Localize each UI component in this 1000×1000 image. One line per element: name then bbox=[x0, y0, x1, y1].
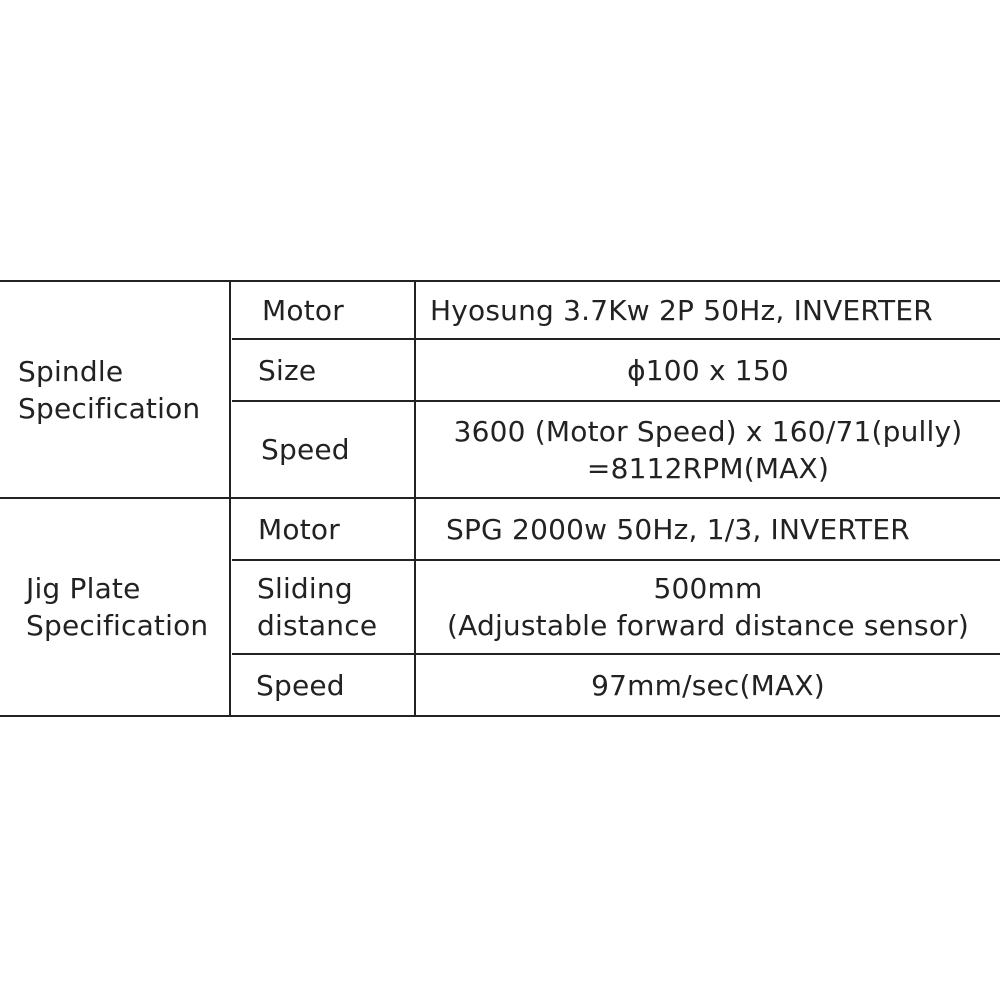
row-value-speed: 97mm/sec(MAX) bbox=[591, 668, 825, 702]
row-value-sliding-distance: 500mm (Adjustable forward distance sensor) bbox=[446, 572, 969, 642]
row-label-speed: Speed bbox=[261, 433, 350, 466]
row-label-motor: Motor bbox=[262, 293, 344, 327]
row-label-sliding-distance: Sliding distance bbox=[257, 572, 378, 642]
row-value-motor: Hyosung 3.7Kw 2P 50Hz, INVERTER bbox=[430, 293, 933, 327]
row-value-motor: SPG 2000w 50Hz, 1/3, INVERTER bbox=[446, 512, 910, 546]
row-label-speed: Speed bbox=[256, 668, 345, 702]
column-divider bbox=[229, 280, 231, 717]
row-value-size: ϕ100 x 150 bbox=[627, 353, 789, 387]
group-title-spindle: Spindle Specification bbox=[18, 354, 201, 425]
row-value-speed: 3600 (Motor Speed) x 160/71(pully) =8112RPM(MAX) bbox=[453, 414, 963, 485]
row-label-size: Size bbox=[258, 353, 317, 387]
group-title-jig-plate: Jig Plate Specification bbox=[26, 572, 209, 642]
row-label-motor: Motor bbox=[258, 512, 340, 546]
table-bottom-border bbox=[0, 715, 1000, 717]
